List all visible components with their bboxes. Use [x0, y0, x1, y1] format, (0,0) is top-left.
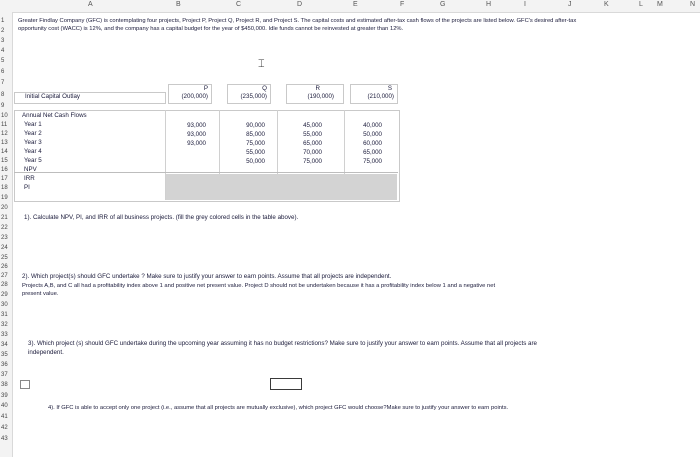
cash-flow-cell[interactable]: 45,000 — [303, 122, 322, 129]
cash-flow-cell[interactable]: 55,000 — [303, 131, 322, 138]
row-number[interactable]: 6 — [1, 69, 5, 75]
metric-label-pi[interactable]: PI — [24, 184, 30, 191]
project-header-r: R — [315, 85, 320, 92]
row-number[interactable]: 33 — [1, 332, 8, 338]
annual-flows-label[interactable]: Annual Net Cash Flows — [22, 112, 87, 119]
intro-line-1[interactable]: Greater Findlay Company (GFC) is contemplating four projects, Project P, Project Q, Project R, and Project S. The capital costs and estimated after-tax cash flows of the projects are listed below. GFC's desired after-tax — [18, 18, 577, 24]
col-header-d[interactable]: D — [297, 1, 303, 8]
col-header-c[interactable]: C — [236, 1, 242, 8]
cash-flow-cell[interactable]: 75,000 — [363, 158, 382, 165]
row-number[interactable]: 35 — [1, 352, 8, 358]
cash-flow-cell[interactable]: 93,000 — [187, 140, 206, 147]
question-4-prompt[interactable]: 4). If GFC is able to accept only one project (i.e., assume that all projects are mutually exclusive), which project GFC would choose?Make sure to justify your answer to earn points. — [48, 405, 509, 411]
col-header-h[interactable]: H — [486, 1, 492, 8]
row-number[interactable]: 9 — [1, 103, 5, 109]
results-grey-cells[interactable] — [166, 174, 397, 200]
answer-input-cell-small[interactable] — [20, 380, 30, 389]
cash-flow-cell[interactable]: 50,000 — [246, 158, 265, 165]
col-header-f[interactable]: F — [400, 1, 405, 8]
row-number[interactable]: 43 — [1, 436, 8, 442]
cash-flow-cell[interactable]: 40,000 — [363, 122, 382, 129]
col-header-b[interactable]: B — [176, 1, 181, 8]
row-number[interactable]: 41 — [1, 414, 8, 420]
year-label[interactable]: Year 4 — [24, 148, 42, 155]
initial-outlay-q[interactable]: (235,000) — [240, 93, 267, 100]
row-number[interactable]: 15 — [1, 158, 8, 164]
row-number[interactable]: 5 — [1, 58, 5, 64]
row-number[interactable]: 1 — [1, 18, 5, 24]
row-number[interactable]: 4 — [1, 48, 5, 54]
intro-line-2[interactable]: opportunity cost (WACC) is 12%, and the company has a capital budget for the year of $450,000. Idle funds cannot be reinvested at greater than 12%. — [18, 26, 404, 32]
row-header-bar — [0, 12, 13, 457]
initial-outlay-r[interactable]: (190,000) — [307, 93, 334, 100]
question-3-prompt[interactable]: 3). Which project (s) should GFC undertake during the upcoming year assuming it has no budget restrictions? Make sure to justify your answer to earn points. Assume that all projects are — [28, 340, 537, 347]
row-number[interactable]: 24 — [1, 245, 8, 251]
question-3-prompt-cont[interactable]: independent. — [28, 349, 64, 356]
row-number[interactable]: 34 — [1, 342, 8, 348]
cash-flow-cell[interactable]: 85,000 — [246, 131, 265, 138]
row-number[interactable]: 3 — [1, 38, 5, 44]
row-number[interactable]: 31 — [1, 312, 8, 318]
row-number[interactable]: 8 — [1, 92, 5, 98]
row-number[interactable]: 23 — [1, 235, 8, 241]
col-header-n[interactable]: N — [690, 1, 696, 8]
col-header-a[interactable]: A — [88, 1, 93, 8]
row-number[interactable]: 27 — [1, 273, 8, 279]
col-header-g[interactable]: G — [440, 1, 446, 8]
cash-flow-cell[interactable]: 93,000 — [187, 131, 206, 138]
col-header-i[interactable]: I — [524, 1, 526, 8]
row-number[interactable]: 18 — [1, 185, 8, 191]
question-2-answer-line-2[interactable]: present value. — [22, 291, 59, 297]
row-number[interactable]: 37 — [1, 372, 8, 378]
answer-input-cell[interactable] — [270, 378, 302, 390]
divider — [14, 172, 398, 173]
row-number[interactable]: 10 — [1, 113, 8, 119]
year-label[interactable]: Year 5 — [24, 157, 42, 164]
col-header-e[interactable]: E — [353, 1, 358, 8]
cash-flow-cell[interactable]: 65,000 — [303, 140, 322, 147]
cash-flow-cell[interactable]: 55,000 — [246, 149, 265, 156]
cash-flow-cell[interactable]: 75,000 — [303, 158, 322, 165]
cash-flow-cell[interactable]: 93,000 — [187, 122, 206, 129]
cash-flow-cell[interactable]: 60,000 — [363, 140, 382, 147]
question-1[interactable]: 1). Calculate NPV, PI, and IRR of all business projects. (fill the grey colored cells in the table above). — [24, 214, 299, 221]
cash-flow-cell[interactable]: 75,000 — [246, 140, 265, 147]
row-number[interactable]: 16 — [1, 167, 8, 173]
project-header-p: P — [203, 85, 208, 92]
row-number[interactable]: 19 — [1, 195, 8, 201]
text-cursor-icon: ⌶ — [258, 58, 265, 70]
initial-outlay-s[interactable]: (210,000) — [367, 93, 394, 100]
metric-label-irr[interactable]: IRR — [24, 175, 35, 182]
row-number[interactable]: 22 — [1, 225, 8, 231]
cash-flow-cell[interactable]: 70,000 — [303, 149, 322, 156]
col-header-j[interactable]: J — [568, 1, 572, 8]
cash-flow-cell[interactable]: 50,000 — [363, 131, 382, 138]
question-2-answer-line-1[interactable]: Projects A,B, and C all had a profitability index above 1 and positive net present value. Project D should not be undertaken because it has a profitability index below 1 and a negative net — [22, 283, 496, 289]
row-number[interactable]: 2 — [1, 28, 5, 34]
row-number[interactable]: 39 — [1, 393, 8, 399]
row-number[interactable]: 21 — [1, 215, 8, 221]
cash-flow-cell[interactable]: 90,000 — [246, 122, 265, 129]
initial-outlay-p[interactable]: (200,000) — [181, 93, 208, 100]
metric-label-npv[interactable]: NPV — [24, 166, 37, 173]
question-2-prompt[interactable]: 2). Which project(s) should GFC undertake ? Make sure to justify your answer to earn points. Assume that all projects are independent. — [22, 273, 392, 280]
row-number[interactable]: 25 — [1, 255, 8, 261]
row-number[interactable]: 28 — [1, 282, 8, 288]
row-number[interactable]: 30 — [1, 302, 8, 308]
year-label[interactable]: Year 2 — [24, 130, 42, 137]
row-number[interactable]: 12 — [1, 131, 8, 137]
column-header-bar — [0, 0, 700, 13]
row-number[interactable]: 29 — [1, 292, 8, 298]
year-label[interactable]: Year 1 — [24, 121, 42, 128]
row-number[interactable]: 7 — [1, 80, 5, 86]
row-number[interactable]: 13 — [1, 140, 8, 146]
row-number[interactable]: 36 — [1, 362, 8, 368]
row-number[interactable]: 26 — [1, 264, 8, 270]
row-number[interactable]: 42 — [1, 425, 8, 431]
initial-outlay-label: Initial Capital Outlay — [25, 93, 81, 100]
row-number[interactable]: 14 — [1, 149, 8, 155]
row-number[interactable]: 32 — [1, 322, 8, 328]
row-number[interactable]: 20 — [1, 205, 8, 211]
row-number[interactable]: 11 — [1, 122, 8, 128]
col-header-m[interactable]: M — [657, 1, 663, 8]
col-header-l[interactable]: L — [639, 1, 643, 8]
project-header-s: S — [387, 85, 392, 92]
row-number[interactable]: 17 — [1, 176, 8, 182]
project-header-q: Q — [262, 85, 267, 92]
cash-flow-cell[interactable]: 65,000 — [363, 149, 382, 156]
year-label[interactable]: Year 3 — [24, 139, 42, 146]
row-number[interactable]: 38 — [1, 382, 8, 388]
row-number[interactable]: 40 — [1, 403, 8, 409]
col-header-k[interactable]: K — [604, 1, 609, 8]
